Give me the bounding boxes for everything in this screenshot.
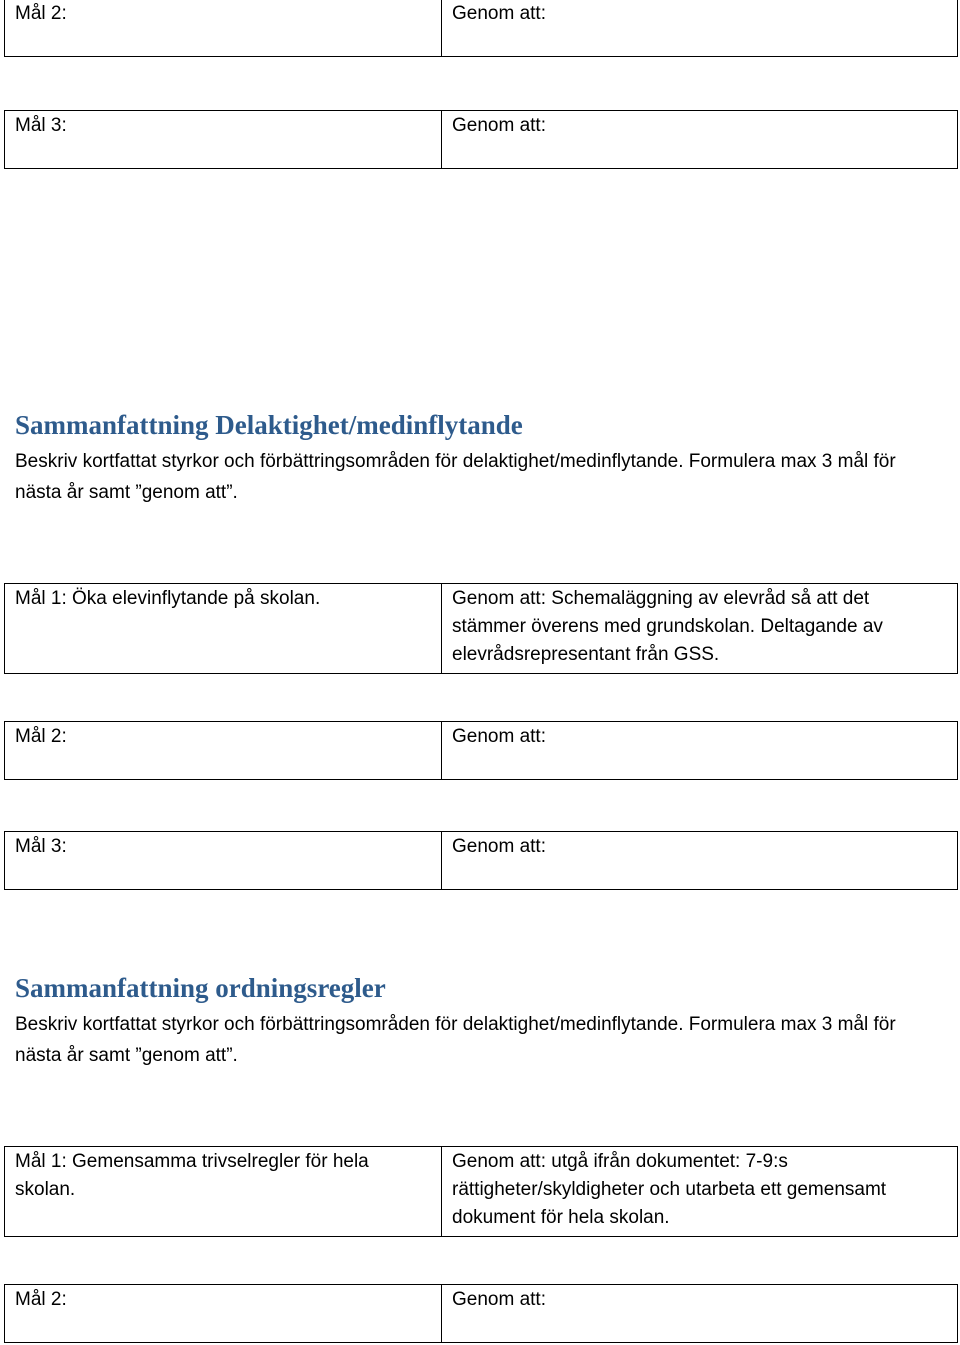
means-cell: Genom att: — [442, 722, 958, 780]
goal-table-ordningsregler-mal-1 — [4, 1146, 958, 1237]
goal-table-delaktighet-mal-1 — [4, 583, 958, 674]
goal-table-ordningsregler-mal-2 — [4, 1284, 958, 1343]
goal-cell: Mål 2: — [5, 0, 442, 57]
means-cell: Genom att: utgå ifrån dokumentet: 7-9:s rättigheter/skyldigheter och utarbeta ett gemensamt dokument för hela skolan. — [442, 1147, 958, 1237]
goal-cell: Mål 3: — [5, 832, 442, 890]
goal-cell: Mål 1: Öka elevinflytande på skolan. — [5, 584, 442, 674]
goal-table-delaktighet-mal-2 — [4, 721, 958, 780]
section-description-ordningsregler: Beskriv kortfattat styrkor och förbättringsområden för delaktighet/medinflytande. Formulera max 3 mål för nästa år samt ”genom att”. — [15, 1014, 896, 1066]
means-cell: Genom att: — [442, 1285, 958, 1343]
section-title-ordningsregler: Sammanfattning ordningsregler — [15, 973, 386, 1003]
goal-table-top-mal-2 — [4, 0, 958, 57]
means-cell: Genom att: Schemaläggning av elevråd så att det stämmer överens med grundskolan. Deltagande av elevrådsrepresentant från GSS. — [442, 584, 958, 674]
goal-cell: Mål 3: — [5, 111, 442, 169]
means-cell: Genom att: — [442, 832, 958, 890]
goal-cell: Mål 2: — [5, 1285, 442, 1343]
section-description-delaktighet: Beskriv kortfattat styrkor och förbättringsområden för delaktighet/medinflytande. Formulera max 3 mål för nästa år samt ”genom att”. — [15, 451, 896, 503]
means-cell: Genom att: — [442, 111, 958, 169]
goal-table-top-mal-3 — [4, 110, 958, 169]
section-title-delaktighet: Sammanfattning Delaktighet/medinflytande — [15, 410, 523, 440]
goal-cell: Mål 2: — [5, 722, 442, 780]
goal-table-delaktighet-mal-3 — [4, 831, 958, 890]
means-cell: Genom att: — [442, 0, 958, 57]
goal-cell: Mål 1: Gemensamma trivselregler för hela skolan. — [5, 1147, 442, 1237]
